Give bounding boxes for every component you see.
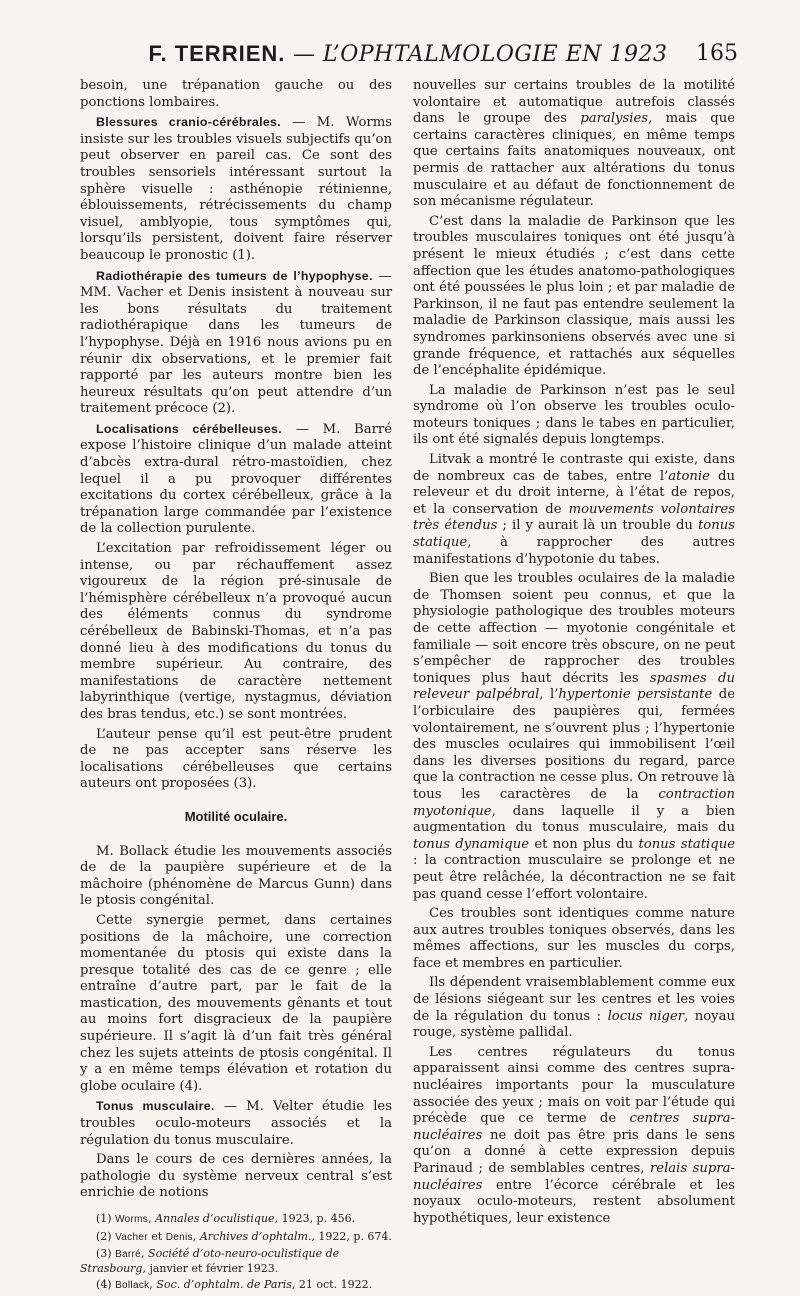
author-name: Vacher (116, 285, 164, 301)
header-dash: — (292, 42, 316, 67)
header-title: L’OPHTALMOLOGIE EN 1923 (322, 42, 668, 67)
author-name: Barré (354, 421, 392, 437)
running-title (78, 38, 738, 71)
paragraph-lesions: Ils dépendent vraisemblablement comme eux de lésions siégeant sur les centres et les voies de la régulation du tonus : locus niger, noyau rouge, système pallidal. (413, 975, 735, 1041)
section-lead-blessures: Blessures cranio-cérébrales. (96, 115, 281, 130)
section-lead-localisations: Localisations cérébelleuses. (96, 421, 282, 436)
paragraph-centres: Les centres régulateurs du tonus apparaissent ainsi comme des centres supra-nucléaires importants pour la musculature associée des yeux ; mais on voit par l’étude qui précède que ce terme de centres supra-nucléaires ne doit pas être pris dans le sens qu’on a donné à cette expression depuis Parinaud ; de semblables centres, relais supra-nucléaires entre l’écorce cérébrale et les noyaux oculo-moteurs, restent absolument hypothétiques, leur existence (413, 1044, 735, 1226)
right-column (413, 78, 735, 1230)
paragraph-excitation: L’excitation par refroidissement léger ou intense, ou par réchauffement assez vigoureux de la région pré-sinusale de l’hémisphère cérébelleux n’a provoqué aucun des éléments connus du syndrome cérébelleux de Babinski-Thomas, et n’a pas donné lieu à des modifications du tonus du membre supérieur. Au contraire, des manifestations de caractère nettement labyrinthique (vertige, nystagmus, déviation des bras tendus, etc.) se sont montrées. (80, 541, 392, 722)
section-lead-radiotherapie: Radiothérapie des tumeurs de l’hypophyse. (96, 268, 373, 283)
footnote-1: (1) Worms, Annales d’oculistique, 1923, p. 456. (96, 1212, 356, 1225)
paragraph-thomsen: Bien que les troubles oculaires de la maladie de Thomsen soient peu connus, et que la physiologie pathologique des troubles moteurs de cette affection — myotonie congénitale et familiale — soit encore très obscure, on ne peut s’empêcher de rapprocher des troubles toniques plus haut décrits les spasmes du releveur palpébral, l’hypertonie persistante de l’orbiculaire des paupières qui, fermées volontairement, ne s’ouvrent plus ; l’hypertonie des muscles oculaires qui immobilisent l’œil dans les diverses positions du regard, parce que la contraction ne cesse plus. On retrouve là tous les caractères de la contraction myotonique, dans laquelle il y a bien augmentation du tonus musculaire, mais du tonus dynamique et non plus du tonus statique : la contraction musculaire se prolonge et ne peut être relâchée, la décontraction ne se fait pas quand cesse l’effort volontaire. (413, 571, 736, 902)
paragraph-bollack: M. Bollack étudie les mouvements associés de de la paupière supérieure et de la mâchoire (phénomène de Marcus Gunn) dans le ptosis congénital. (80, 843, 392, 909)
footnote-3: (3) Barré, Société d’oto-neuro-oculistique de Strasbourg, janvier et février 1923. (80, 1247, 340, 1275)
author-name: Worms (345, 115, 392, 131)
author-name: Bollack (119, 843, 169, 859)
paragraph-identiques: Ces troubles sont identiques comme nature aux autres troubles toniques observés, dans les mêmes affections, sur les muscles du corps, face et membres en particulier. (413, 906, 735, 971)
paragraph-auteur: L’auteur pense qu’il est peut-être prudent de ne pas accepter sans réserve les localisations cérébelleuses que certains auteurs ont proposées (3). (80, 726, 392, 792)
paragraph-tonus: Tonus musculaire. — M. Velter étudie les troubles oculo-moteurs associés et la régulation du tonus musculaire. (80, 1099, 392, 1148)
running-header (78, 38, 738, 70)
author-name: Denis (187, 285, 226, 301)
page-number: 165 (696, 41, 738, 66)
paragraph-blessures: Blessures cranio-cérébrales. — M. Worms insiste sur les troubles visuels subjectifs qu’on peut observer en pareil cas. Ce sont des troubles sensoriels intéressant surtout la sphère visuelle : asthénopie rétinienne, éblouissements, rétrécissements du champ visuel, amblyopie, tous symptômes qui, lorsqu’ils persistent, doivent faire réserver beaucoup le pronostic (1). (80, 115, 392, 263)
footnote-4: (4) Bollack, Soc. d’ophtalm. de Paris, 21 oct. 1922. (96, 1278, 373, 1292)
section-heading-motilite: Motilité oculaire. (184, 808, 288, 824)
paragraph-litvak: Litvak a montré le contraste qui existe, dans de nombreux cas de tabes, entre l’atonie du releveur et du droit interne, à l’état de repos, et la conservation de mouvements volontaires très étendus ; il y aurait là un trouble du tonus statique, à rapprocher des autres manifestations d’hypotonie du tabes. (413, 452, 735, 567)
paragraph-radiotherapie: Radiothérapie des tumeurs de l’hypophyse. — MM. Vacher et Denis insistent à nouveau sur les bons résultats du traitement radiothérapique dans les tumeurs de l’hypophyse. Déjà en 1916 nous avions pu en réunir dix observations, et le premier fait rapporté par les auteurs montre bien les heureux résultats qu’on peut attendre d’un traitement précoce (2). (80, 268, 393, 417)
footnotes (80, 1212, 392, 1293)
author-name: Velter (273, 1099, 313, 1115)
section-lead-tonus: Tonus musculaire. (96, 1099, 215, 1114)
paragraph-tabes: La maladie de Parkinson n’est pas le seul syndrome où l’on observe les troubles oculo-moteurs toniques ; dans le tabes en particulier, ils ont été signalés depuis longtemps. (413, 382, 735, 448)
footnote-2: (2) Vacher et Denis, Archives d’ophtalm., 1922, p. 674. (96, 1229, 392, 1243)
paragraph-continuation: besoin, une trépanation gauche ou des ponctions lombaires. (80, 78, 392, 110)
paragraph-nouvelles: nouvelles sur certains troubles de la motilité volontaire et automatique autrefois classés dans le groupe des paralysies, mais que certains caractères cliniques, en même temps que certains faits anatomiques nouveaux, ont permis de rattacher aux altérations du tonus musculaire et au défaut de fonctionnement de son mécanisme régulateur. (413, 78, 736, 210)
paragraph-pathologie: Dans le cours de ces dernières années, la pathologie du système nerveux central s’est enrichie de notions (80, 1152, 392, 1201)
paragraph-localisations: Localisations cérébelleuses. — M. Barré expose l’histoire clinique d’un malade atteint d’abcès extra-dural rétro-mastoïdien, chez lequel il a pu provoquer différentes excitations du cortex cérébelleux, grâce à la trépanation large commandée par l’existence de la collection purulente. (80, 421, 392, 537)
paragraph-parkinson: C’est dans la maladie de Parkinson que les troubles musculaires toniques ont été jusqu’à présent le mieux étudiés ; c’est dans cette affection que les études anatomo-pathologiques ont été poussées le plus loin ; et par maladie de Parkinson, il ne faut pas entendre seulement la maladie de Parkinson classique, mais aussi les syndromes parkinsoniens observés avec une si grande fréquence, et rattachés aux séquelles de l’encéphalite épidémique. (413, 213, 735, 379)
paragraph-synergie: Cette synergie permet, dans certaines positions de la mâchoire, une correction momentanée du ptosis qui existe dans la presque totalité des cas de ce genre ; elle entraîne d’autre part, par le fait de la mastication, des mouvements gênants et tout au moins fort disgracieux de la paupière supérieure. Il s’agit là d’un fait très général chez les sujets atteints de ptosis congénital. Il y a en même temps élévation et rotation du globe oculaire (4). (80, 912, 392, 1094)
left-column (80, 78, 392, 1296)
header-author: F. TERRIEN. (148, 41, 286, 66)
